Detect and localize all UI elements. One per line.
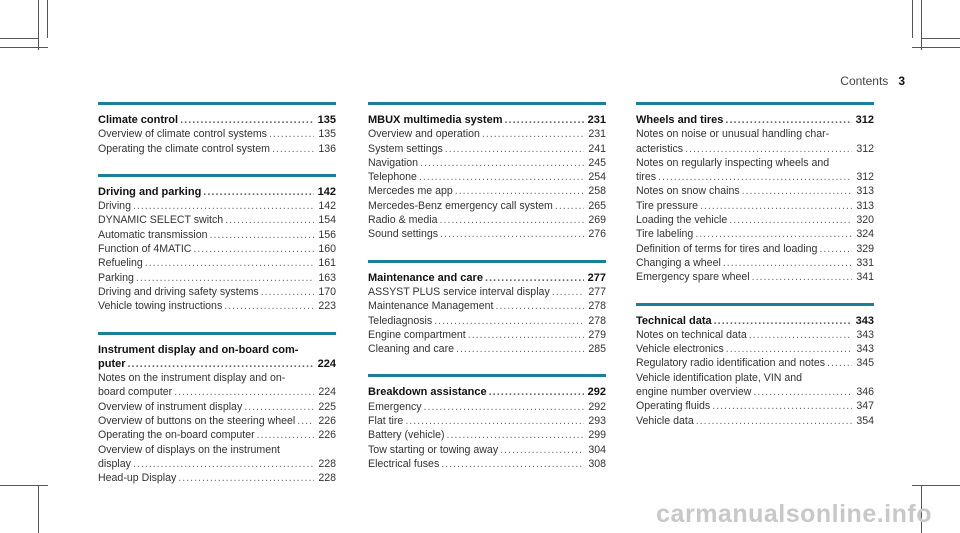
entry-title: Regulatory radio identification and notes	[636, 357, 826, 370]
toc-entry[interactable]	[636, 242, 874, 256]
entry-title: Driving and parking	[98, 185, 202, 198]
page-header	[840, 74, 905, 88]
dot-leader	[725, 113, 852, 127]
dot-leader	[753, 385, 852, 399]
toc-entry[interactable]	[98, 271, 336, 285]
toc-entry[interactable]	[98, 299, 336, 313]
toc-entry[interactable]	[368, 457, 606, 471]
dot-leader	[700, 199, 852, 213]
entry-title: Vehicle data	[636, 414, 694, 427]
section-divider	[98, 174, 336, 177]
entry-title: Wheels and tires	[636, 114, 724, 126]
toc-entry[interactable]	[98, 142, 336, 156]
crop-mark	[0, 47, 48, 48]
entry-page-number: 343	[856, 343, 874, 356]
entry-page-number: 313	[856, 185, 874, 198]
toc-entry[interactable]	[98, 285, 336, 299]
entry-page-number: 285	[588, 343, 606, 356]
entry-page-number: 299	[588, 429, 606, 442]
toc-entry-line[interactable]: Vehicle identification plate, VIN and	[636, 371, 803, 384]
dot-leader	[729, 213, 852, 227]
entry-title: Telephone	[368, 171, 417, 184]
entry-title: Flat tire	[368, 415, 404, 428]
entry-title: Electrical fuses	[368, 457, 440, 470]
toc-entry[interactable]	[98, 385, 336, 399]
entry-page-number: 347	[856, 400, 874, 413]
entry-title: Emergency	[368, 400, 422, 413]
entry-title: acteristics	[636, 142, 684, 155]
entry-page-number: 269	[588, 214, 606, 227]
dot-leader	[434, 314, 584, 328]
dot-leader	[485, 271, 584, 285]
entry-page-number: 292	[587, 386, 606, 399]
entry-title: Tire pressure	[636, 199, 699, 212]
dot-leader	[695, 227, 852, 241]
crop-mark	[47, 0, 48, 38]
toc-column-2	[368, 102, 606, 489]
toc-entry[interactable]	[636, 385, 874, 399]
entry-title: MBUX multimedia system	[368, 114, 503, 126]
toc-entry[interactable]	[98, 127, 336, 141]
toc-entry[interactable]	[368, 414, 606, 428]
crop-mark	[912, 0, 913, 38]
entry-page-number: 329	[856, 242, 874, 255]
entry-page-number: 292	[588, 400, 606, 413]
dot-leader	[482, 127, 584, 141]
entry-title: Maintenance Management	[368, 300, 494, 313]
dot-leader	[555, 199, 584, 213]
entry-title: Definition of terms for tires and loading	[636, 242, 818, 255]
entry-title: Engine compartment	[368, 328, 466, 341]
entry-page-number: 154	[318, 214, 336, 227]
dot-leader	[752, 270, 852, 284]
entry-title: Mercedes-Benz emergency call system	[368, 199, 553, 212]
entry-page-number: 278	[588, 314, 606, 327]
entry-title: tires	[636, 171, 657, 184]
toc-chapter-entry[interactable]	[98, 185, 336, 199]
dot-leader	[658, 170, 852, 184]
entry-title: Cleaning and care	[368, 343, 454, 356]
toc-section	[636, 102, 874, 285]
toc-section	[98, 102, 336, 156]
toc-entry[interactable]	[368, 400, 606, 414]
toc-entry[interactable]	[98, 400, 336, 414]
section-divider	[98, 332, 336, 335]
entry-title: Overview of instrument display	[98, 400, 243, 413]
dot-leader	[440, 213, 585, 227]
toc-entry[interactable]	[636, 356, 874, 370]
entry-title: Overview of buttons on the steering wheel	[98, 415, 296, 428]
entry-title: Climate control	[98, 114, 179, 126]
entry-page-number: 231	[587, 114, 606, 126]
entry-page-number: 136	[318, 142, 336, 155]
toc-entry[interactable]	[636, 399, 874, 413]
entry-page-number: 277	[587, 271, 606, 284]
dot-leader	[145, 256, 314, 270]
dot-leader	[714, 314, 852, 328]
toc-entry[interactable]	[368, 213, 606, 227]
dot-leader	[552, 285, 584, 299]
dot-leader	[224, 299, 314, 313]
entry-title: Maintenance and care	[368, 271, 483, 284]
entry-title: Overview of climate control systems	[98, 128, 267, 141]
entry-title: DYNAMIC SELECT switch	[98, 214, 224, 227]
entry-page-number: 345	[856, 357, 874, 370]
toc-entry[interactable]	[98, 457, 336, 471]
dot-leader	[723, 256, 852, 270]
toc-entry[interactable]	[98, 242, 336, 256]
header-label: Contents	[840, 74, 889, 88]
entry-page-number: 226	[318, 415, 336, 428]
entry-title: board computer	[98, 386, 173, 399]
entry-title: Refueling	[98, 257, 143, 270]
dot-leader	[136, 271, 314, 285]
toc-entry[interactable]	[368, 428, 606, 442]
toc-entry[interactable]	[636, 170, 874, 184]
entry-title: Breakdown assistance	[368, 386, 487, 399]
toc-entry[interactable]	[636, 414, 874, 428]
dot-leader	[261, 285, 314, 299]
toc-entry[interactable]	[636, 213, 874, 227]
entry-page-number: 308	[588, 457, 606, 470]
dot-leader	[272, 142, 314, 156]
toc-entry-line[interactable]: Notes on the instrument display and on-	[98, 372, 286, 385]
section-divider	[368, 374, 606, 377]
entry-page-number: 304	[588, 443, 606, 456]
entry-title: Operating fluids	[636, 400, 711, 413]
toc-entry[interactable]	[636, 342, 874, 356]
section-divider	[636, 102, 874, 105]
entry-page-number: 160	[318, 243, 336, 256]
entry-title: Parking	[98, 271, 134, 284]
entry-page-number: 277	[588, 285, 606, 298]
toc-entry[interactable]	[98, 213, 336, 227]
dot-leader	[685, 142, 852, 156]
entry-title: Driving and driving safety systems	[98, 285, 259, 298]
entry-page-number: 346	[856, 386, 874, 399]
watermark: carmanualsonline.info	[656, 500, 932, 528]
toc-entry[interactable]	[636, 270, 874, 284]
toc-entry-line[interactable]: Notes on regularly inspecting wheels and	[636, 156, 830, 169]
entry-title: Function of 4MATIC	[98, 243, 192, 256]
toc-entry[interactable]	[368, 127, 606, 141]
dot-leader	[269, 127, 314, 141]
dot-leader	[210, 228, 314, 242]
dot-leader	[712, 399, 852, 413]
crop-mark	[0, 485, 48, 486]
dot-leader	[468, 328, 584, 342]
entry-page-number: 223	[318, 300, 336, 313]
dot-leader	[297, 414, 314, 428]
entry-title: Operating the climate control system	[98, 142, 270, 155]
crop-mark	[912, 485, 960, 486]
toc-entry[interactable]	[368, 285, 606, 299]
toc-entry[interactable]	[636, 227, 874, 241]
entry-title: Telediagnosis	[368, 314, 433, 327]
toc-entry[interactable]	[98, 428, 336, 442]
entry-page-number: 313	[856, 199, 874, 212]
dot-leader	[193, 242, 314, 256]
entry-title: Vehicle towing instructions	[98, 300, 223, 313]
dot-leader	[244, 400, 314, 414]
entry-page-number: 226	[318, 429, 336, 442]
toc-entry-line[interactable]: Instrument display and on-board com-	[98, 343, 299, 356]
section-divider	[98, 102, 336, 105]
crop-mark	[922, 38, 960, 39]
entry-page-number: 142	[318, 200, 336, 213]
entry-page-number: 225	[318, 400, 336, 413]
entry-page-number: 265	[588, 199, 606, 212]
dot-leader	[128, 357, 315, 371]
entry-page-number: 341	[856, 271, 874, 284]
dot-leader	[174, 385, 314, 399]
dot-leader	[504, 113, 584, 127]
entry-title: Vehicle electronics	[636, 343, 724, 356]
toc-chapter-entry[interactable]	[636, 314, 874, 328]
entry-page-number: 343	[855, 314, 874, 327]
entry-title: Head-up Display	[98, 472, 177, 485]
dot-leader	[133, 199, 314, 213]
entry-page-number: 278	[588, 300, 606, 313]
entry-title: Notes on technical data	[636, 328, 747, 341]
entry-page-number: 354	[856, 414, 874, 427]
toc-chapter-entry[interactable]	[368, 113, 606, 127]
entry-page-number: 293	[588, 415, 606, 428]
toc-entry[interactable]	[636, 184, 874, 198]
entry-title: Notes on snow chains	[636, 185, 740, 198]
entry-page-number: 135	[317, 114, 336, 126]
toc-entry[interactable]	[98, 199, 336, 213]
dot-leader	[424, 400, 584, 414]
dot-leader	[726, 342, 852, 356]
crop-mark	[38, 0, 39, 50]
dot-leader	[749, 328, 852, 342]
toc-entry-line[interactable]: Notes on noise or unusual handling char-	[636, 128, 830, 141]
toc-entry[interactable]	[98, 256, 336, 270]
toc-entry[interactable]	[368, 299, 606, 313]
dot-leader	[405, 414, 584, 428]
dot-leader	[495, 299, 584, 313]
toc-section	[98, 174, 336, 314]
dot-leader	[500, 443, 584, 457]
entry-title: Automatic transmission	[98, 228, 208, 241]
dot-leader	[447, 428, 584, 442]
toc-entry[interactable]	[636, 256, 874, 270]
toc-entry[interactable]	[368, 328, 606, 342]
toc-chapter-entry[interactable]	[368, 385, 606, 399]
toc-chapter-entry[interactable]	[636, 113, 874, 127]
toc-entry[interactable]	[636, 142, 874, 156]
entry-title: Overview and operation	[368, 128, 480, 141]
entry-page-number: 343	[856, 328, 874, 341]
entry-title: Navigation	[368, 156, 419, 169]
entry-title: Mercedes me app	[368, 185, 453, 198]
dot-leader	[819, 242, 852, 256]
toc-chapter-entry[interactable]	[98, 357, 336, 371]
crop-mark	[912, 47, 960, 48]
entry-title: Tire labeling	[636, 228, 694, 241]
toc-entry[interactable]	[368, 342, 606, 356]
page-number: 3	[898, 74, 905, 88]
entry-page-number: 276	[588, 228, 606, 241]
entry-title: puter	[98, 357, 126, 370]
entry-page-number: 228	[318, 457, 336, 470]
entry-title: Battery (vehicle)	[368, 429, 445, 442]
dot-leader	[489, 385, 584, 399]
dot-leader	[445, 142, 584, 156]
entry-title: Technical data	[636, 314, 712, 327]
dot-leader	[133, 457, 314, 471]
dot-leader	[441, 457, 584, 471]
entry-page-number: 135	[318, 128, 336, 141]
entry-title: Tow starting or towing away	[368, 443, 499, 456]
entry-page-number: 228	[318, 472, 336, 485]
toc-entry[interactable]	[98, 471, 336, 485]
dot-leader	[827, 356, 852, 370]
dot-leader	[742, 184, 852, 198]
toc-section	[368, 260, 606, 357]
crop-mark	[921, 0, 922, 50]
dot-leader	[696, 414, 852, 428]
entry-page-number: 312	[855, 114, 874, 126]
toc-entry[interactable]	[368, 443, 606, 457]
entry-page-number: 224	[317, 357, 336, 370]
entry-title: display	[98, 457, 131, 470]
entry-page-number: 241	[588, 142, 606, 155]
dot-leader	[456, 342, 584, 356]
entry-page-number: 161	[318, 257, 336, 270]
entry-title: Operating the on-board computer	[98, 429, 255, 442]
entry-title: Loading the vehicle	[636, 214, 728, 227]
toc-section	[368, 102, 606, 242]
entry-page-number: 312	[856, 142, 874, 155]
toc-entry[interactable]	[368, 227, 606, 241]
entry-page-number: 231	[588, 128, 606, 141]
entry-title: Emergency spare wheel	[636, 271, 750, 284]
dot-leader	[203, 185, 314, 199]
dot-leader	[178, 471, 314, 485]
toc-column-3	[636, 102, 874, 446]
toc-section	[636, 303, 874, 428]
toc-section	[368, 374, 606, 471]
dot-leader	[455, 184, 584, 198]
toc-chapter-entry[interactable]	[98, 113, 336, 127]
crop-mark	[0, 38, 38, 39]
entry-page-number: 312	[856, 171, 874, 184]
entry-title: System settings	[368, 142, 443, 155]
toc-entry[interactable]	[368, 170, 606, 184]
entry-page-number: 163	[318, 271, 336, 284]
entry-title: engine number overview	[636, 386, 752, 399]
toc-entry[interactable]	[368, 199, 606, 213]
entry-title: Changing a wheel	[636, 256, 721, 269]
toc-chapter-entry[interactable]	[368, 271, 606, 285]
dot-leader	[180, 113, 314, 127]
entry-page-number: 156	[318, 228, 336, 241]
toc-entry[interactable]	[98, 414, 336, 428]
toc-entry[interactable]	[368, 156, 606, 170]
toc-entry[interactable]	[636, 199, 874, 213]
dot-leader	[440, 227, 584, 241]
toc-entry[interactable]	[368, 142, 606, 156]
entry-page-number: 142	[317, 185, 336, 198]
toc-entry[interactable]	[368, 314, 606, 328]
entry-title: Driving	[98, 200, 131, 213]
entry-title: ASSYST PLUS service interval display	[368, 285, 550, 298]
toc-entry[interactable]	[636, 328, 874, 342]
entry-page-number: 320	[856, 214, 874, 227]
dot-leader	[225, 213, 314, 227]
crop-mark	[38, 485, 39, 533]
dot-leader	[419, 170, 584, 184]
entry-page-number: 331	[856, 256, 874, 269]
entry-page-number: 254	[588, 171, 606, 184]
section-divider	[368, 102, 606, 105]
dot-leader	[257, 428, 314, 442]
dot-leader	[420, 156, 584, 170]
entry-title: Radio & media	[368, 214, 438, 227]
section-divider	[368, 260, 606, 263]
entry-page-number: 324	[856, 228, 874, 241]
toc-entry[interactable]	[98, 228, 336, 242]
entry-title: Sound settings	[368, 228, 439, 241]
toc-entry[interactable]	[368, 184, 606, 198]
toc-section	[98, 332, 336, 486]
entry-page-number: 279	[588, 328, 606, 341]
entry-page-number: 224	[318, 386, 336, 399]
entry-page-number: 258	[588, 185, 606, 198]
toc-column-1	[98, 102, 336, 504]
section-divider	[636, 303, 874, 306]
toc-entry-line[interactable]: Overview of displays on the instrument	[98, 443, 280, 456]
entry-page-number: 170	[318, 285, 336, 298]
entry-page-number: 245	[588, 156, 606, 169]
